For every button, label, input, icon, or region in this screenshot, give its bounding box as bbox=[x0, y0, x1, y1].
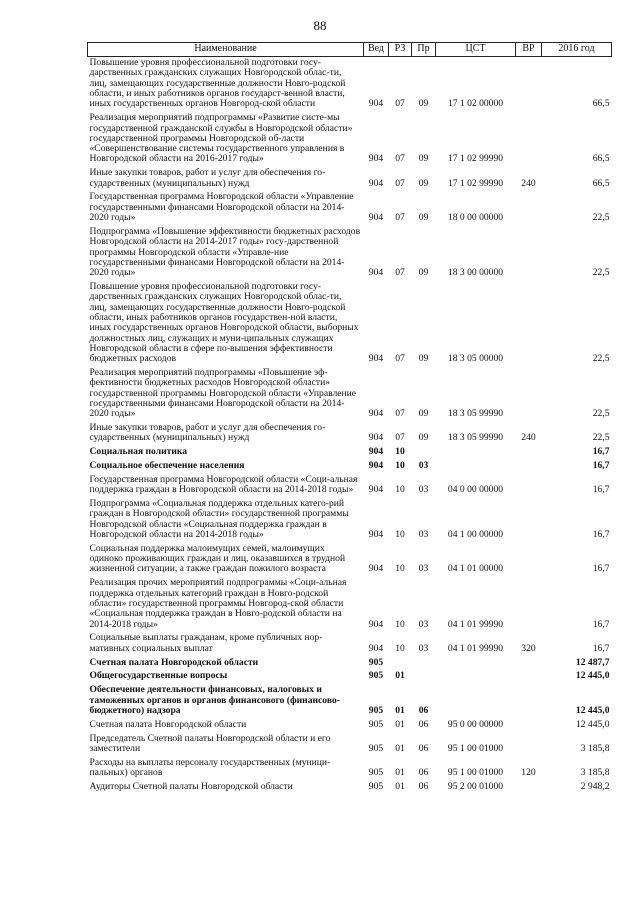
row-tsst: 17 1 02 99990 bbox=[447, 153, 504, 165]
row-ved: 904 bbox=[368, 642, 384, 654]
row-pr: 03 bbox=[418, 642, 429, 654]
row-tsst: 17 1 02 00000 bbox=[447, 98, 504, 110]
table-row bbox=[88, 719, 612, 733]
row-rz: 07 bbox=[395, 432, 405, 444]
table-header bbox=[88, 43, 612, 57]
row-rz: 01 bbox=[395, 670, 405, 682]
row-name: Обеспечение деятельности финансовых, налоговых и таможенных органов и органов финансового (финансово-бюджетного) надзора bbox=[89, 684, 340, 716]
row-rz: 07 bbox=[395, 153, 405, 165]
row-amount: 66,5 bbox=[592, 98, 610, 110]
header-tsst: ЦСТ bbox=[436, 43, 516, 57]
row-tsst: 18 3 05 99990 bbox=[447, 408, 504, 420]
table-row bbox=[88, 367, 612, 422]
row-name: Подпрограмма «Социальная поддержка отдельных катего-рий граждан в Новгородской области» государственной программы Новгородской области «Социальная поддержка граждан в Новгородской области на 2014-2018 годы» bbox=[89, 498, 349, 541]
row-tsst: 95 0 00 00000 bbox=[447, 718, 504, 730]
row-pr bbox=[412, 446, 436, 460]
row-pr: 06 bbox=[418, 742, 429, 754]
row-amount: 3 185,8 bbox=[580, 767, 610, 779]
row-pr: 09 bbox=[418, 212, 429, 224]
row-amount: 22,5 bbox=[592, 432, 610, 444]
row-pr: 06 bbox=[418, 718, 429, 730]
table-row bbox=[88, 543, 612, 577]
row-tsst bbox=[436, 684, 516, 718]
table-row bbox=[88, 670, 612, 684]
row-amount: 12 445,0 bbox=[575, 670, 610, 682]
row-pr: 03 bbox=[418, 460, 429, 472]
row-tsst: 95 2 00 01000 bbox=[447, 781, 504, 793]
table-row bbox=[88, 757, 612, 781]
row-ved: 904 bbox=[368, 153, 384, 165]
row-pr: 09 bbox=[418, 177, 429, 189]
row-name: Расходы на выплаты персоналу государственных (муници-пальных) органов bbox=[89, 756, 331, 779]
budget-table bbox=[87, 42, 612, 795]
row-name: Иные закупки товаров, работ и услуг для обеспечения го-сударственных (муниципальных) нужд bbox=[89, 167, 326, 189]
row-amount: 16,7 bbox=[592, 563, 610, 575]
header-rz: РЗ bbox=[389, 43, 412, 57]
row-vr bbox=[516, 719, 542, 733]
row-vr bbox=[516, 656, 542, 670]
header-pr: Пр bbox=[412, 43, 436, 57]
row-tsst: 04 1 01 00000 bbox=[447, 563, 504, 575]
row-name: Социальная поддержка малоимущих семей, малоимущих одиноко проживающих граждан и лиц, оказавшихся в трудной жизненной ситуации, а также граждан пожилого возраста bbox=[89, 542, 346, 575]
row-rz: 01 bbox=[395, 742, 405, 754]
row-vr bbox=[516, 670, 542, 684]
row-ved: 904 bbox=[368, 432, 384, 444]
row-tsst: 04 0 00 00000 bbox=[447, 484, 504, 496]
row-tsst: 95 1 00 01000 bbox=[447, 767, 504, 779]
row-ved: 904 bbox=[368, 212, 384, 224]
row-rz bbox=[389, 656, 412, 670]
row-name: Аудиторы Счетной палаты Новгородской области bbox=[89, 781, 293, 793]
row-tsst: 18 0 00 00000 bbox=[447, 212, 504, 224]
row-amount: 12 487,7 bbox=[575, 656, 610, 668]
row-ved: 904 bbox=[368, 408, 384, 420]
row-rz: 01 bbox=[395, 718, 405, 730]
row-tsst bbox=[436, 656, 516, 670]
table-row bbox=[88, 632, 612, 656]
row-ved: 905 bbox=[368, 767, 384, 779]
row-vr bbox=[516, 474, 542, 498]
row-amount: 12 445,0 bbox=[575, 718, 610, 730]
row-ved: 904 bbox=[368, 529, 384, 541]
row-ved: 904 bbox=[368, 484, 384, 496]
row-ved: 904 bbox=[368, 267, 384, 279]
row-rz: 01 bbox=[395, 781, 405, 793]
row-rz: 10 bbox=[395, 460, 405, 472]
table-row bbox=[88, 656, 612, 670]
table-row bbox=[88, 684, 612, 718]
row-name: Реализация мероприятий подпрограммы «Повышение эф-фективности бюджетных расходов Новгородской области» государственной программы Новгородской области «Управление государственными финансами Новгородской области на 2014-2020 годы» bbox=[89, 366, 357, 420]
row-vr bbox=[516, 543, 542, 577]
table-row bbox=[88, 446, 612, 460]
row-name: Социальные выплаты гражданам, кроме публичных нор-мативных социальных выплат bbox=[89, 632, 323, 654]
row-pr: 03 bbox=[418, 529, 429, 541]
row-vr bbox=[516, 781, 542, 795]
row-amount: 3 185,8 bbox=[580, 742, 610, 754]
row-name: Общегосударственные вопросы bbox=[89, 670, 228, 682]
table-row bbox=[88, 191, 612, 225]
table-row bbox=[88, 474, 612, 498]
row-pr: 09 bbox=[418, 267, 429, 279]
row-vr bbox=[516, 577, 542, 632]
row-name: Счетная палата Новгородской области bbox=[89, 718, 247, 730]
row-amount: 16,7 bbox=[592, 642, 610, 654]
row-name: Государственная программа Новгородской области «Управление государственными финансами Новгородской области на 2014-2020 годы» bbox=[89, 191, 354, 224]
row-amount: 66,5 bbox=[592, 177, 610, 189]
row-name: Государственная программа Новгородской области «Соци-альная поддержка граждан в Новгородской области на 2014-2018 годы» bbox=[89, 473, 358, 496]
table-row bbox=[88, 112, 612, 167]
row-tsst: 95 1 00 01000 bbox=[447, 742, 504, 754]
row-tsst bbox=[436, 670, 516, 684]
row-name: Реализация прочих мероприятий подпрограммы «Соци-альная поддержка отдельных категорий граждан в Новго-родской области» государственной программы Новгород-ской области «Социальная поддержка граждан в Новго-родской области на 2014-2018 годы» bbox=[89, 577, 347, 630]
table-row bbox=[88, 281, 612, 367]
table-body bbox=[88, 57, 612, 795]
table-row bbox=[88, 422, 612, 446]
row-amount: 66,5 bbox=[592, 153, 610, 165]
row-tsst: 04 1 00 00000 bbox=[447, 529, 504, 541]
table-row bbox=[88, 498, 612, 543]
row-vr bbox=[516, 460, 542, 474]
row-amount: 16,7 bbox=[592, 618, 610, 630]
row-ved: 905 bbox=[368, 781, 384, 793]
row-tsst: 18 3 00 00000 bbox=[447, 267, 504, 279]
row-tsst: 18 3 05 00000 bbox=[447, 353, 504, 365]
row-ved: 905 bbox=[368, 670, 384, 682]
row-vr bbox=[516, 498, 542, 543]
row-rz: 07 bbox=[395, 267, 405, 279]
row-rz: 10 bbox=[395, 642, 405, 654]
row-amount: 16,7 bbox=[592, 446, 610, 458]
row-rz: 07 bbox=[395, 408, 405, 420]
header-ved: Вед bbox=[364, 43, 389, 57]
row-name: Иные закупки товаров, работ и услуг для обеспечения го-сударственных (муниципальных) нужд bbox=[89, 422, 326, 444]
row-amount: 16,7 bbox=[592, 484, 610, 496]
header-vr: ВР bbox=[516, 43, 542, 57]
table-row bbox=[88, 57, 612, 113]
row-rz: 10 bbox=[395, 446, 405, 458]
row-pr: 09 bbox=[418, 98, 429, 110]
row-vr bbox=[516, 446, 542, 460]
row-amount: 12 445,0 bbox=[575, 704, 610, 716]
row-vr: 240 bbox=[521, 432, 536, 444]
row-rz: 07 bbox=[395, 212, 405, 224]
row-vr bbox=[516, 57, 542, 113]
row-name: Подпрограмма «Повышение эффективности бюджетных расходов Новгородской области на 2014-2017 годы» госу-дарственной программы Новгородской области «Управле-ние государственными финансами Новгородской области на 2014-2020 годы» bbox=[89, 225, 361, 279]
row-amount: 2 948,2 bbox=[580, 781, 610, 793]
row-pr bbox=[412, 670, 436, 684]
row-ved: 905 bbox=[368, 742, 384, 754]
row-tsst bbox=[436, 446, 516, 460]
row-tsst: 04 1 01 99990 bbox=[447, 642, 504, 654]
row-rz: 07 bbox=[395, 177, 405, 189]
row-pr: 09 bbox=[418, 153, 429, 165]
row-ved: 904 bbox=[368, 98, 384, 110]
row-name: Социальное обеспечение населения bbox=[89, 460, 245, 472]
row-rz: 10 bbox=[395, 529, 405, 541]
row-vr: 120 bbox=[521, 767, 536, 779]
row-rz: 10 bbox=[395, 484, 405, 496]
row-pr: 06 bbox=[418, 781, 429, 793]
row-pr: 03 bbox=[418, 618, 429, 630]
row-rz: 10 bbox=[395, 563, 405, 575]
table-row bbox=[88, 577, 612, 632]
row-pr: 09 bbox=[418, 408, 429, 420]
row-vr: 320 bbox=[521, 642, 536, 654]
row-tsst: 18 3 05 99990 bbox=[447, 432, 504, 444]
row-vr bbox=[516, 367, 542, 422]
row-tsst bbox=[436, 460, 516, 474]
row-amount: 16,7 bbox=[592, 460, 610, 472]
row-pr: 06 bbox=[418, 704, 429, 716]
row-name: Повышение уровня профессиональной подготовки госу-дарственных гражданских служащих Новгородской облас-ти, лиц, замещающих государственные должности Новго-родской области, и иных работников органов государст-венной власти, иных государственных органов Новгород-ской области bbox=[89, 57, 346, 110]
row-ved: 904 bbox=[368, 446, 384, 458]
row-vr bbox=[516, 191, 542, 225]
row-pr: 03 bbox=[418, 563, 429, 575]
row-rz: 01 bbox=[395, 704, 405, 716]
row-ved: 905 bbox=[368, 718, 384, 730]
row-rz: 07 bbox=[395, 98, 405, 110]
row-pr: 06 bbox=[418, 767, 429, 779]
row-name: Реализация мероприятий подпрограммы «Развитие систе-мы государственной гражданской службы в Новгородской области» государственной программы Новгородской об-ласти «Совершенствование системы государственного управления в Новгородской области на 2016-2017 годы» bbox=[89, 112, 353, 165]
table-row bbox=[88, 781, 612, 795]
row-vr bbox=[516, 281, 542, 367]
row-rz: 01 bbox=[395, 767, 405, 779]
row-ved: 905 bbox=[368, 656, 384, 668]
row-vr bbox=[516, 226, 542, 281]
row-amount: 22,5 bbox=[592, 267, 610, 279]
row-name: Социальная политика bbox=[89, 446, 188, 458]
row-name: Повышение уровня профессиональной подготовки госу-дарственных гражданских служащих Новгородской облас-ти, лиц, замещающих государственные должности Новго-родской области, иных работников органов государствен-ной власти, иных государственных органов Новгородской области, выборных должностных лиц, служащих и муни-ципальных служащих Новгородской области в сфере по-вышения эффективности бюджетных расходов bbox=[89, 281, 359, 365]
row-pr bbox=[412, 656, 436, 670]
row-pr: 09 bbox=[418, 432, 429, 444]
table-row bbox=[88, 733, 612, 757]
row-amount: 22,5 bbox=[592, 212, 610, 224]
row-amount: 22,5 bbox=[592, 408, 610, 420]
row-amount: 22,5 bbox=[592, 353, 610, 365]
row-ved: 904 bbox=[368, 353, 384, 365]
row-ved: 904 bbox=[368, 460, 384, 472]
row-ved: 905 bbox=[368, 704, 384, 716]
page-number: 88 bbox=[313, 18, 327, 33]
row-tsst: 17 1 02 99990 bbox=[447, 177, 504, 189]
row-amount: 16,7 bbox=[592, 529, 610, 541]
table-row bbox=[88, 226, 612, 281]
row-vr bbox=[516, 684, 542, 718]
table-row bbox=[88, 167, 612, 191]
row-name: Счетная палата Новгородской области bbox=[89, 656, 259, 668]
row-pr: 09 bbox=[418, 353, 429, 365]
row-vr: 240 bbox=[521, 177, 536, 189]
row-rz: 10 bbox=[395, 618, 405, 630]
header-year: 2016 год bbox=[542, 43, 612, 57]
table-row bbox=[88, 460, 612, 474]
row-pr: 03 bbox=[418, 484, 429, 496]
row-ved: 904 bbox=[368, 563, 384, 575]
row-vr bbox=[516, 112, 542, 167]
row-ved: 904 bbox=[368, 618, 384, 630]
row-ved: 904 bbox=[368, 177, 384, 189]
row-name: Председатель Счетной палаты Новгородской области и его заместители bbox=[89, 732, 331, 754]
row-tsst: 04 1 01 99990 bbox=[447, 618, 504, 630]
row-vr bbox=[516, 733, 542, 757]
row-rz: 07 bbox=[395, 353, 405, 365]
header-name: Наименование bbox=[88, 43, 364, 57]
